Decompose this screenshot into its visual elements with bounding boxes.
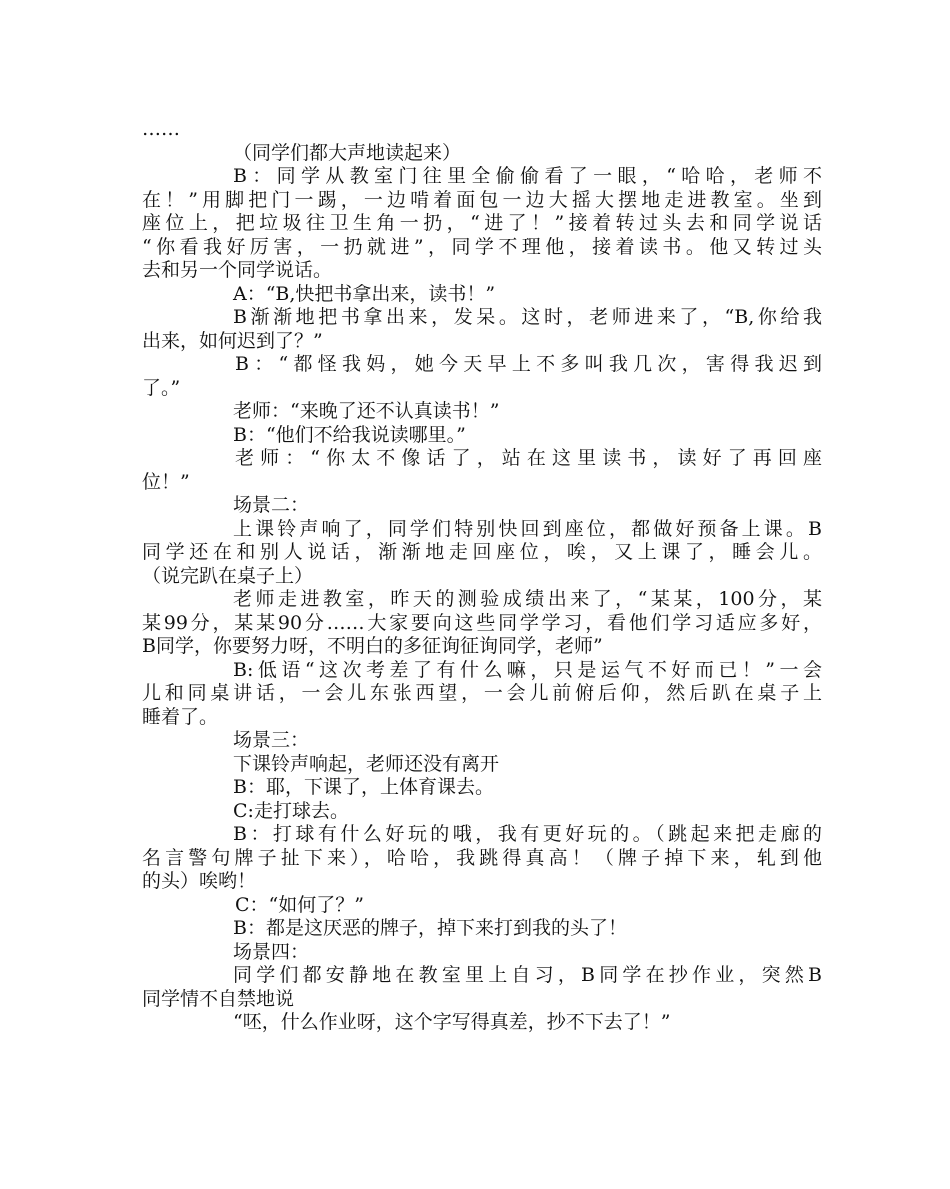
text-line: B：同学从教室门往里全偷偷看了一眼，“哈哈，老师不 — [233, 165, 822, 187]
text-line: B：“都怪我妈，她今天早上不多叫我几次，害得我迟到 — [235, 353, 822, 375]
section-heading: 场景三： — [233, 729, 310, 751]
text-line: B：都是这厌恶的牌子，掉下来打到我的头了！ — [233, 917, 627, 939]
section-heading: 场景二： — [233, 494, 310, 516]
text-line: 上课铃声响了，同学们特别快回到座位，都做好预备上课。B — [233, 517, 822, 540]
text-line: 某99分，某某90分……大家要向这些同学学习，看他们学习适应多好， — [142, 611, 822, 634]
text-line: （同学们都大声地读起来） — [233, 141, 462, 164]
text-line: 下课铃声响起，老师还没有离开 — [233, 752, 500, 775]
text-line: 去和另一个同学说话。 — [142, 259, 333, 281]
text-line: 出来，如何迟到了？” — [142, 329, 323, 352]
text-line: B：打球有什么好玩的哦，我有更好玩的。（跳起来把走廊的 — [233, 823, 822, 845]
text-line: 老师：“来晚了还不认真读书！” — [233, 400, 500, 422]
text-line: B同学，你要努力呀，不明白的多征询征询同学，老师” — [142, 635, 603, 657]
text-line: 同学们都安静地在教室里上自习，B同学在抄作业，突然B — [233, 964, 822, 986]
text-line: 睡着了。 — [142, 705, 219, 728]
section-heading: 场景四： — [233, 940, 310, 963]
text-line: 座位上，把垃圾往卫生角一扔，“进了！”接着转过头去和同学说话 — [142, 212, 822, 234]
text-line: “呸，什么作业呀，这个字写得真差，抄不下去了！” — [233, 1011, 671, 1033]
document-body — [142, 118, 822, 1035]
text-line: …… — [142, 118, 180, 140]
text-line: B：耶，下课了，上体育课去。 — [233, 776, 494, 798]
text-line: B：“他们不给我说读哪里。” — [233, 423, 466, 446]
text-line: 同学情不自禁地说 — [142, 987, 295, 1010]
text-line: “你看我好厉害，一扔就进”，同学不理他，接着读书。他又转过头 — [142, 235, 822, 258]
text-line: 老师：“你太不像话了，站在这里读书，读好了再回座 — [235, 447, 822, 469]
text-line: 的头）唉哟！ — [142, 870, 257, 892]
text-line: C:走打球去。 — [233, 799, 349, 822]
text-line: 位！” — [142, 470, 190, 493]
text-line: B渐渐地把书拿出来，发呆。这时，老师进来了，“B,你给我 — [233, 306, 822, 328]
text-line: C：“如何了？” — [235, 893, 364, 916]
text-line: A：“B,快把书拿出来，读书！” — [233, 282, 496, 305]
text-line: 名言警句牌子扯下来），哈哈，我跳得真高！（牌子掉下来，轧到他 — [142, 846, 822, 869]
text-line: 老师走进教室，昨天的测验成绩出来了，“某某，100分，某 — [233, 588, 822, 610]
text-line: （说完趴在桌子上） — [142, 564, 314, 587]
text-line: 在！”用脚把门一踢，一边啃着面包一边大摇大摆地走进教室。坐到 — [142, 188, 822, 211]
text-line: 儿和同桌讲话，一会儿东张西望，一会儿前俯后仰，然后趴在桌子上 — [142, 682, 822, 704]
text-line: B:低语“这次考差了有什么嘛，只是运气不好而已！”一会 — [233, 658, 822, 681]
text-line: 同学还在和别人说话，渐渐地走回座位，唉，又上课了，睡会儿。 — [142, 541, 822, 563]
text-line: 了。” — [142, 376, 181, 399]
